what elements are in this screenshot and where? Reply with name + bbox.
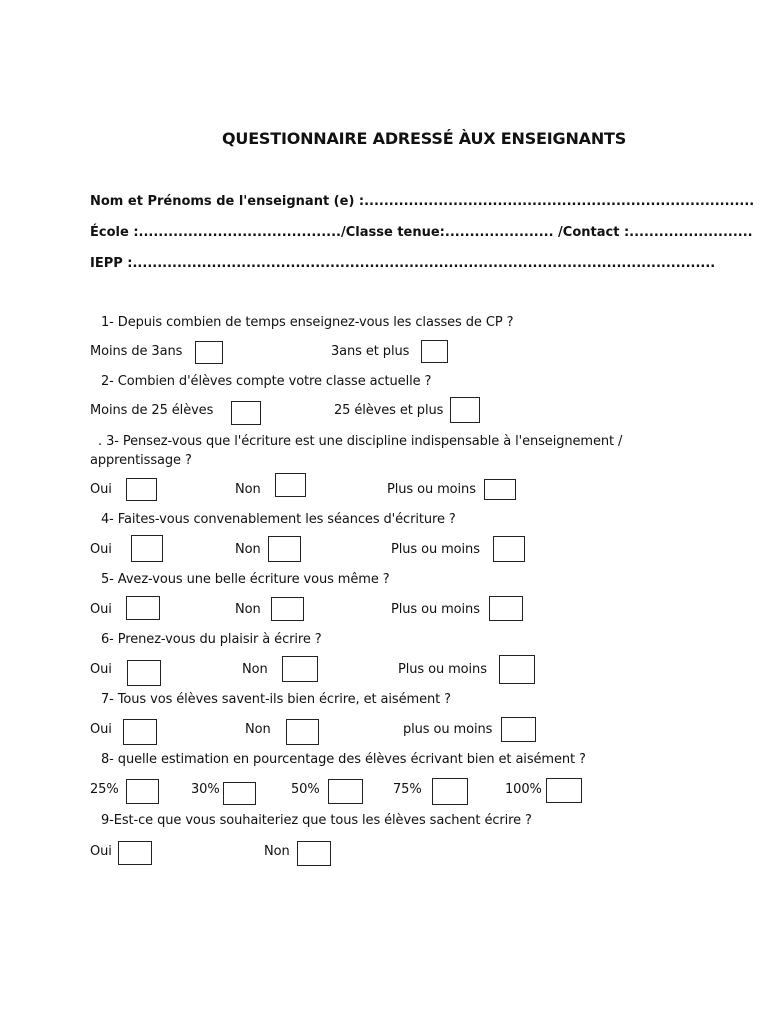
question-4: 4- Faites-vous convenablement les séances d'écriture ? (101, 512, 456, 527)
q3-checkbox-non[interactable] (275, 473, 306, 497)
q5-option-label: Plus ou moins (391, 602, 480, 617)
q2-option-label: 25 élèves et plus (334, 403, 444, 418)
q8-checkbox-25[interactable] (126, 779, 159, 804)
q6-option-label: Non (242, 662, 268, 677)
q5-option-label: Non (235, 602, 261, 617)
q8-option-label: 75% (393, 782, 422, 797)
question-6: 6- Prenez-vous du plaisir à écrire ? (101, 632, 322, 647)
q7-checkbox-plus-ou-moins[interactable] (501, 717, 536, 742)
question-7: 7- Tous vos élèves savent-ils bien écrire, et aisément ? (101, 692, 451, 707)
q5-checkbox-non[interactable] (271, 597, 304, 621)
q3-option-label: Non (235, 482, 261, 497)
q1-checkbox-moins-3ans[interactable] (195, 341, 223, 364)
q5-option-label: Oui (90, 602, 112, 617)
iepp-field[interactable]: IEPP :...................................................................................................................... (90, 256, 716, 271)
q8-option-label: 25% (90, 782, 119, 797)
q4-checkbox-non[interactable] (268, 536, 301, 562)
q6-option-label: Plus ou moins (398, 662, 487, 677)
q4-option-label: Plus ou moins (391, 542, 480, 557)
q7-option-label: plus ou moins (403, 722, 493, 737)
question-2: 2- Combien d'élèves compte votre classe actuelle ? (101, 374, 432, 389)
q5-checkbox-plus-ou-moins[interactable] (489, 596, 523, 621)
question-1: 1- Depuis combien de temps enseignez-vous les classes de CP ? (101, 315, 514, 330)
q7-option-label: Oui (90, 722, 112, 737)
question-3: . 3- Pensez-vous que l'écriture est une discipline indispensable à l'enseignement / (98, 434, 623, 449)
q7-checkbox-oui[interactable] (123, 719, 157, 745)
teacher-name-field[interactable]: Nom et Prénoms de l'enseignant (e) :............................................................................... (90, 194, 755, 209)
q9-option-label: Non (264, 844, 290, 859)
question-3-continued: apprentissage ? (90, 453, 192, 468)
page-title: QUESTIONNAIRE ADRESSÉ ÀUX ENSEIGNANTS (222, 129, 627, 148)
q8-checkbox-30[interactable] (223, 782, 256, 805)
q9-checkbox-oui[interactable] (118, 841, 152, 865)
q6-checkbox-oui[interactable] (127, 660, 161, 686)
q3-option-label: Oui (90, 482, 112, 497)
q8-option-label: 50% (291, 782, 320, 797)
q8-option-label: 100% (505, 782, 542, 797)
q8-checkbox-100[interactable] (546, 778, 582, 803)
q7-option-label: Non (245, 722, 271, 737)
q4-checkbox-plus-ou-moins[interactable] (493, 536, 525, 562)
q3-checkbox-oui[interactable] (126, 478, 157, 501)
q2-checkbox-25-plus[interactable] (450, 397, 480, 423)
q2-option-label: Moins de 25 élèves (90, 403, 214, 418)
question-5: 5- Avez-vous une belle écriture vous même ? (101, 572, 390, 587)
q6-checkbox-non[interactable] (282, 656, 318, 682)
q8-checkbox-75[interactable] (432, 778, 468, 805)
q8-option-label: 30% (191, 782, 220, 797)
q9-option-label: Oui (90, 844, 112, 859)
q8-checkbox-50[interactable] (328, 779, 363, 804)
q3-checkbox-plus-ou-moins[interactable] (484, 479, 516, 500)
q4-option-label: Oui (90, 542, 112, 557)
question-8: 8- quelle estimation en pourcentage des élèves écrivant bien et aisément ? (101, 752, 586, 767)
q6-option-label: Oui (90, 662, 112, 677)
q2-checkbox-moins-25[interactable] (231, 401, 261, 425)
q5-checkbox-oui[interactable] (126, 596, 160, 620)
school-class-contact-field[interactable]: École :........................................./Classe tenue:...................... /Contact :......................... (90, 225, 753, 240)
q7-checkbox-non[interactable] (286, 719, 319, 745)
q9-checkbox-non[interactable] (297, 841, 331, 866)
q1-checkbox-3ans-plus[interactable] (421, 340, 448, 363)
q6-checkbox-plus-ou-moins[interactable] (499, 655, 535, 684)
q1-option-label: Moins de 3ans (90, 344, 183, 359)
q4-option-label: Non (235, 542, 261, 557)
q1-option-label: 3ans et plus (331, 344, 410, 359)
q3-option-label: Plus ou moins (387, 482, 476, 497)
q4-checkbox-oui[interactable] (131, 535, 163, 562)
question-9: 9-Est-ce que vous souhaiteriez que tous les élèves sachent écrire ? (101, 813, 532, 828)
